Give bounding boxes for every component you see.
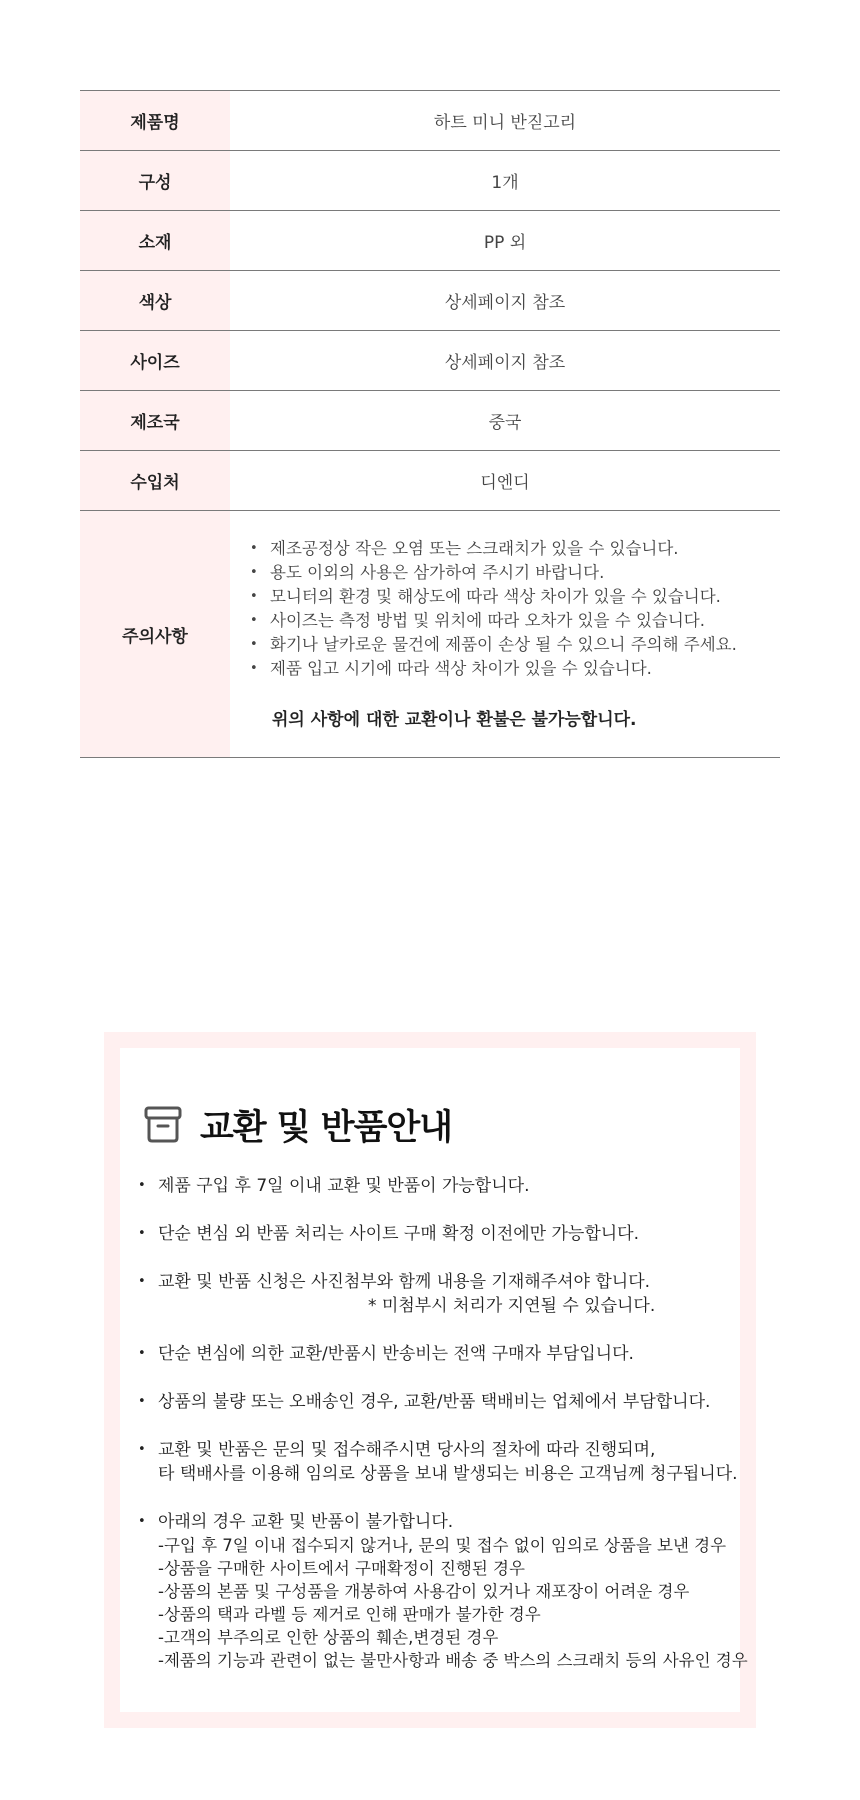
spec-row-cautions bbox=[80, 511, 780, 758]
spec-label: 소재 bbox=[80, 211, 230, 270]
spec-value: 상세페이지 참조 bbox=[444, 353, 566, 373]
guide-item-text: • 단순 변심에 의한 교환/반품시 반송비는 전액 구매자 부담입니다. bbox=[158, 1344, 634, 1364]
product-spec-table bbox=[80, 90, 780, 758]
caution-item: • 제품 입고 시기에 따라 색상 차이가 있을 수 있습니다. bbox=[248, 657, 780, 681]
cautions-cell bbox=[230, 511, 780, 757]
guide-subitem: -제품의 기능과 관련이 없는 불만사항과 배송 중 박스의 스크래치 등의 사유인 경우 bbox=[158, 1651, 748, 1670]
guide-subitem: -고객의 부주의로 인한 상품의 훼손,변경된 경우 bbox=[158, 1628, 499, 1647]
guide-item-text: • 아래의 경우 교환 및 반품이 불가합니다. bbox=[158, 1512, 454, 1532]
spec-row-composition bbox=[80, 151, 780, 211]
spec-label: 제품명 bbox=[80, 91, 230, 150]
caution-item: • 용도 이외의 사용은 삼가하여 주시기 바랍니다. bbox=[248, 561, 780, 585]
guide-subitem: -상품을 구매한 사이트에서 구매확정이 진행된 경우 bbox=[158, 1559, 525, 1578]
guide-list bbox=[136, 1174, 748, 1696]
guide-item bbox=[136, 1270, 736, 1318]
spec-label: 제조국 bbox=[80, 391, 230, 450]
spec-row-size bbox=[80, 331, 780, 391]
no-refund-warning: 위의 사항에 대한 교환이나 환불은 불가능합니다. bbox=[272, 710, 637, 730]
guide-header bbox=[142, 1100, 452, 1150]
exchange-return-guide bbox=[104, 1032, 756, 1728]
spec-label: 주의사항 bbox=[80, 511, 230, 757]
caution-item: • 사이즈는 측정 방법 및 위치에 따라 오차가 있을 수 있습니다. bbox=[248, 609, 780, 633]
spec-value: 디엔디 bbox=[480, 473, 530, 493]
guide-item-text: • 교환 및 반품 신청은 사진첨부와 함께 내용을 기재해주셔야 합니다. bbox=[158, 1272, 651, 1292]
spec-value: 하트 미니 반짇고리 bbox=[433, 113, 577, 133]
guide-item-note: * 미첨부시 처리가 지연될 수 있습니다. bbox=[368, 1296, 656, 1316]
caution-item: • 화기나 날카로운 물건에 제품이 손상 될 수 있으니 주의해 주세요. bbox=[248, 633, 780, 657]
spec-value: 중국 bbox=[488, 413, 522, 433]
guide-panel bbox=[120, 1048, 748, 1712]
spec-row-origin-country bbox=[80, 391, 780, 451]
caution-item: • 모니터의 환경 및 해상도에 따라 색상 차이가 있을 수 있습니다. bbox=[248, 585, 780, 609]
guide-item bbox=[136, 1174, 736, 1198]
guide-item bbox=[136, 1222, 736, 1246]
spec-row-color bbox=[80, 271, 780, 331]
guide-item bbox=[136, 1390, 736, 1414]
spec-label: 수입처 bbox=[80, 451, 230, 510]
spec-label: 사이즈 bbox=[80, 331, 230, 390]
guide-subitem: -상품의 택과 라벨 등 제거로 인해 판매가 불가한 경우 bbox=[158, 1605, 541, 1624]
spec-row-product-name bbox=[80, 91, 780, 151]
guide-item-text: • 제품 구입 후 7일 이내 교환 및 반품이 가능합니다. bbox=[158, 1176, 530, 1196]
guide-item bbox=[136, 1438, 736, 1486]
box-icon bbox=[142, 1105, 184, 1145]
spec-value: 1개 bbox=[491, 173, 519, 193]
caution-list bbox=[248, 537, 780, 681]
spec-row-material bbox=[80, 211, 780, 271]
guide-subitem: -상품의 본품 및 구성품을 개봉하여 사용감이 있거나 재포장이 어려운 경우 bbox=[158, 1582, 690, 1601]
guide-item bbox=[136, 1510, 748, 1672]
guide-subitem: -구입 후 7일 이내 접수되지 않거나, 문의 및 접수 없이 임의로 상품을 보낸 경우 bbox=[158, 1536, 727, 1555]
spec-row-importer bbox=[80, 451, 780, 511]
guide-item bbox=[136, 1342, 736, 1366]
guide-item-text: • 상품의 불량 또는 오배송인 경우, 교환/반품 택배비는 업체에서 부담합니다. bbox=[158, 1392, 711, 1412]
spec-label: 색상 bbox=[80, 271, 230, 330]
spec-label: 구성 bbox=[80, 151, 230, 210]
guide-item-text: • 교환 및 반품은 문의 및 접수해주시면 당사의 절차에 따라 진행되며, bbox=[158, 1440, 656, 1460]
caution-item: • 제조공정상 작은 오염 또는 스크래치가 있을 수 있습니다. bbox=[248, 537, 780, 561]
guide-item-text-continued: 타 택배사를 이용해 임의로 상품을 보내 발생되는 비용은 고객님께 청구됩니다. bbox=[158, 1464, 738, 1484]
guide-item-text: • 단순 변심 외 반품 처리는 사이트 구매 확정 이전에만 가능합니다. bbox=[158, 1224, 640, 1244]
guide-title: 교환 및 반품안내 bbox=[200, 1108, 453, 1148]
spec-value: 상세페이지 참조 bbox=[444, 293, 566, 313]
spec-value: PP 외 bbox=[483, 233, 527, 253]
